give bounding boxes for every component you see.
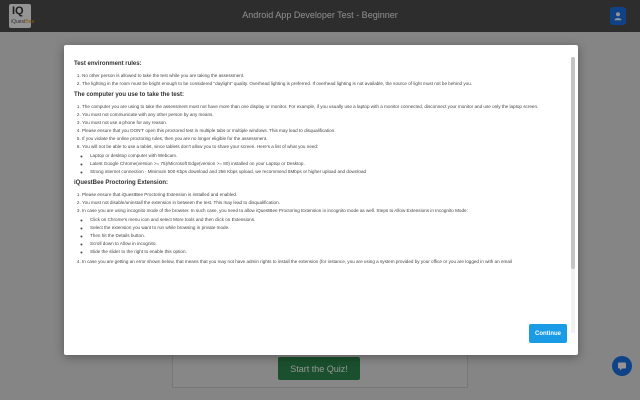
sub-list-item: ◦ Then hit the Details button. [90, 232, 564, 239]
logo-text: iQuestBee [11, 19, 35, 25]
section-heading: iQuestBee Proctoring Extension: [74, 180, 169, 186]
list-item: 4. In case you are getting an error shown below, that means that you may not have admin rights to install the extension (for instance, you are using a system provided by your office or you are logged in with an email [82, 258, 564, 265]
section-proctoring-extension [74, 179, 564, 265]
list-item: 1. No other person is allowed to take the test while you are taking the assessment. [82, 72, 564, 79]
list-item: 5. If you violate the online proctoring rules, then you are no longer eligible for the assessment. [82, 135, 564, 142]
start-quiz-button[interactable]: Start the Quiz! [278, 357, 360, 380]
list-item: 2. You must not disable/uninstall the extension in between the test. This may lead to disqualification. [82, 199, 564, 206]
sub-list-item: ◦ Select the extension you want to run while browsing in private mode. [90, 224, 564, 231]
list-item: 4. Please ensure that you DON'T open this proctored test in multiple tabs or multiple windows. This may lead to disqualification. [82, 127, 564, 134]
list-item: 1. Please ensure that iQuestBee Proctoring Extension is installed and enabled. [82, 191, 564, 198]
sub-list-item: ◦ Scroll down to Allow in incognito. [90, 240, 564, 247]
list-item: 6. You will not be able to use a tablet, since tablets don't allow you to share your screen. Here's a list of what you need: [82, 143, 564, 150]
list-item: 2. The lighting in the room must be bright enough to be considered "daylight" quality. Overhead lighting is preferred. If overhead lighting is not available, the source of light must not be behind you. [82, 80, 564, 87]
section-test-environment [74, 60, 564, 87]
logo-mark: IQ [12, 5, 24, 17]
sub-list-item: ◦ Click on Chrome's menu icon and select More tools and then click on Extensions. [90, 216, 564, 223]
section-computer [74, 91, 564, 175]
modal-scrollbar[interactable] [571, 57, 575, 333]
page-title: Android App Developer Test - Beginner [242, 10, 398, 20]
sub-list-item: ◦ Latest Google Chrome(version >= 75)/Microsoft Edge(version >= 80) installed on your Laptop or Desktop. [90, 160, 564, 167]
scrollbar-thumb[interactable] [571, 57, 575, 269]
section-heading: Test environment rules: [74, 61, 142, 67]
sub-list-item: ◦ Laptop or desktop computer with Webcam. [90, 152, 564, 159]
sub-list-item: ◦ Slide the slider to the right to enable this option. [90, 248, 564, 255]
list-item: 3. You must not use a phone for any reason. [82, 119, 564, 126]
list-item: 1. The computer you are using to take the assessment must not have more than one display or monitor. For example, if you usually use a laptop with a monitor connected, disconnect your monitor and use only the laptop screen. [82, 103, 564, 110]
sub-list-item: ◦ Strong internet connection - Minimum 500 Kbps download and 256 Kbps upload, we recommend 5Mbps or higher upload and download [90, 168, 564, 175]
list-item: 3. In case you are using incognito mode of the browser. In such case, you need to allow iQuestBee Proctoring Extension in incognito mode as well. Steps to Allow Extensions in Incognito Mode: [82, 207, 564, 214]
continue-button[interactable]: Continue [529, 324, 567, 343]
list-item: 2. You must not communicate with any other person by any means. [82, 111, 564, 118]
instructions-content[interactable] [74, 57, 564, 333]
section-heading: The computer you use to take the test: [74, 92, 185, 98]
instructions-modal [64, 45, 578, 355]
